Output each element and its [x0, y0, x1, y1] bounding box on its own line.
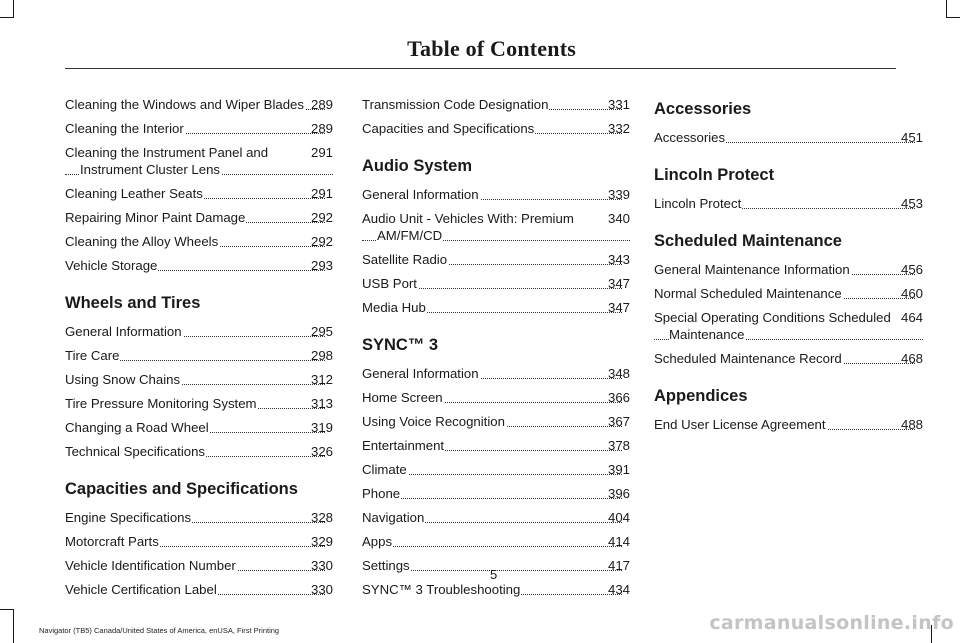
toc-entry-page: 332 [607, 121, 630, 136]
toc-entry-title: Audio Unit - Vehicles With: Premium AM/FM/CD [362, 211, 574, 243]
toc-entry[interactable] [362, 210, 630, 244]
toc-entry-page: 292 [310, 234, 333, 249]
toc-entry-page: 339 [607, 187, 630, 202]
toc-entry-title: Using Snow Chains [65, 372, 181, 387]
toc-entry-page: 453 [900, 196, 923, 211]
toc-entry-title: Navigation [362, 510, 425, 525]
toc-entry[interactable] [65, 347, 333, 364]
toc-entry-title: Home Screen [362, 390, 443, 405]
dot-leader [362, 498, 630, 499]
toc-entry-page: 464 [900, 310, 923, 325]
toc-entry[interactable] [362, 365, 630, 382]
toc-entry-title: Entertainment [362, 438, 445, 453]
crop-mark-top-left-horizontal [0, 17, 14, 18]
toc-entry-page: 404 [607, 510, 630, 525]
toc-entry-title: Using Voice Recognition [362, 414, 505, 429]
toc-entry-page: 289 [310, 97, 333, 112]
toc-entry-title: SYNC™ 3 Troubleshooting [362, 582, 521, 597]
section-heading: Accessories [654, 100, 752, 118]
toc-entry-page: 312 [310, 372, 333, 387]
toc-entry-page: 347 [607, 276, 630, 291]
toc-entry-title: Capacities and Specifications [362, 121, 535, 136]
toc-entry-page: 414 [607, 534, 630, 549]
toc-entry[interactable] [65, 581, 333, 598]
toc-entry[interactable] [362, 437, 630, 454]
toc-entry[interactable] [362, 461, 630, 478]
toc-entry[interactable] [654, 129, 923, 146]
toc-entry[interactable] [65, 185, 333, 202]
toc-entry-page: 328 [310, 510, 333, 525]
page-number: 5 [490, 567, 498, 582]
toc-entry-title: Cleaning the Interior [65, 121, 184, 136]
toc-entry[interactable] [362, 533, 630, 550]
watermark-text: carmanualsonline.info [709, 612, 954, 634]
toc-entry[interactable] [65, 443, 333, 460]
toc-entry-page: 291 [310, 186, 333, 201]
toc-entry[interactable] [362, 389, 630, 406]
toc-entry-page: 340 [607, 211, 630, 226]
toc-entry-page: 331 [607, 97, 630, 112]
toc-entry[interactable] [65, 323, 333, 340]
toc-entry-title: Settings [362, 558, 410, 573]
toc-entry-page: 434 [607, 582, 630, 597]
toc-entry-title: General Information [362, 366, 479, 381]
toc-entry-title: Transmission Code Designation [362, 97, 549, 112]
toc-entry-title: General Maintenance Information [654, 262, 850, 277]
toc-entry-page: 366 [607, 390, 630, 405]
toc-entry[interactable] [65, 144, 333, 178]
section-heading: Scheduled Maintenance [654, 232, 842, 250]
toc-entry-page: 293 [310, 258, 333, 273]
section-heading: SYNC™ 3 [362, 336, 439, 354]
toc-entry-title: Changing a Road Wheel [65, 420, 209, 435]
dot-leader [362, 546, 630, 547]
toc-entry[interactable] [362, 120, 630, 137]
toc-entry-title: Climate [362, 462, 407, 477]
toc-entry-title: Vehicle Storage [65, 258, 158, 273]
toc-entry-page: 367 [607, 414, 630, 429]
toc-entry-page: 460 [900, 286, 923, 301]
toc-entry-title: Technical Specifications [65, 444, 206, 459]
page-title: Table of Contents [407, 36, 576, 61]
toc-entry-title: Special Operating Conditions Scheduled Maintenance [654, 310, 891, 342]
toc-entry[interactable] [654, 350, 923, 367]
toc-entry-page: 298 [310, 348, 333, 363]
toc-entry-title: Cleaning the Alloy Wheels [65, 234, 219, 249]
toc-entry[interactable] [654, 261, 923, 278]
toc-entry-page: 330 [310, 558, 333, 573]
toc-column-3 [654, 96, 923, 440]
toc-entry[interactable] [65, 209, 333, 226]
toc-entry[interactable] [65, 120, 333, 137]
toc-entry-title: Media Hub [362, 300, 426, 315]
toc-entry-page: 291 [310, 145, 333, 160]
crop-mark-top-right-horizontal [946, 17, 960, 18]
toc-entry-page: 456 [900, 262, 923, 277]
toc-entry[interactable] [65, 557, 333, 574]
toc-entry-page: 348 [607, 366, 630, 381]
section-heading: Audio System [362, 157, 473, 175]
toc-entry-page: 295 [310, 324, 333, 339]
toc-entry[interactable] [362, 275, 630, 292]
toc-entry-title: Motorcraft Parts [65, 534, 159, 549]
toc-entry[interactable] [65, 395, 333, 412]
toc-column-1 [65, 96, 333, 605]
toc-entry-title: Tire Care [65, 348, 120, 363]
crop-mark-top-left-vertical [13, 0, 14, 18]
section-heading: Appendices [654, 387, 748, 405]
toc-entry-page: 468 [900, 351, 923, 366]
toc-entry[interactable] [65, 533, 333, 550]
crop-mark-bottom-left-vertical [13, 609, 14, 643]
toc-entry-title: Cleaning Leather Seats [65, 186, 203, 201]
title-divider [65, 68, 896, 69]
toc-entry[interactable] [65, 509, 333, 526]
toc-entry-title: General Information [362, 187, 479, 202]
toc-entry[interactable] [654, 309, 923, 343]
toc-entry-page: 378 [607, 438, 630, 453]
toc-entry-page: 319 [310, 420, 333, 435]
toc-entry-page: 330 [310, 582, 333, 597]
toc-entry-page: 343 [607, 252, 630, 267]
toc-entry[interactable] [362, 186, 630, 203]
toc-entry-title: Accessories [654, 130, 726, 145]
toc-entry-title: General Information [65, 324, 182, 339]
toc-entry-page: 313 [310, 396, 333, 411]
toc-entry[interactable] [362, 96, 630, 113]
crop-mark-bottom-left-horizontal [0, 609, 14, 610]
toc-entry-page: 391 [607, 462, 630, 477]
toc-entry[interactable] [65, 233, 333, 250]
toc-entry[interactable] [65, 257, 333, 274]
toc-entry-title: Vehicle Certification Label [65, 582, 217, 597]
toc-entry-page: 396 [607, 486, 630, 501]
toc-entry-page: 329 [310, 534, 333, 549]
toc-entry-title: Vehicle Identification Number [65, 558, 236, 573]
toc-entry[interactable] [654, 195, 923, 212]
crop-mark-top-right-vertical [946, 0, 947, 18]
toc-entry[interactable] [65, 371, 333, 388]
toc-entry-title: USB Port [362, 276, 417, 291]
toc-entry-title: End User License Agreement [654, 417, 826, 432]
toc-entry-title: Tire Pressure Monitoring System [65, 396, 257, 411]
toc-entry-title: Normal Scheduled Maintenance [654, 286, 842, 301]
toc-entry[interactable] [362, 509, 630, 526]
section-heading: Lincoln Protect [654, 166, 775, 184]
toc-entry[interactable] [362, 581, 630, 598]
toc-entry-title: Phone [362, 486, 401, 501]
toc-entry[interactable] [362, 485, 630, 502]
toc-entry[interactable] [65, 96, 333, 113]
toc-entry-page: 326 [310, 444, 333, 459]
toc-entry[interactable] [654, 416, 923, 433]
toc-entry[interactable] [362, 299, 630, 316]
toc-entry-title: Lincoln Protect [654, 196, 742, 211]
toc-entry-title: Satellite Radio [362, 252, 448, 267]
toc-entry-page: 488 [900, 417, 923, 432]
toc-entry[interactable] [65, 419, 333, 436]
toc-entry-page: 347 [607, 300, 630, 315]
toc-column-2 [362, 96, 630, 605]
toc-entry-title: Repairing Minor Paint Damage [65, 210, 246, 225]
toc-entry-title: Cleaning the Windows and Wiper Blades [65, 97, 304, 112]
toc-entry-page: 417 [607, 558, 630, 573]
section-heading: Wheels and Tires [65, 294, 201, 312]
toc-entry[interactable] [362, 251, 630, 268]
toc-entry-page: 451 [900, 130, 923, 145]
toc-entry-title: Apps [362, 534, 393, 549]
toc-entry[interactable] [654, 285, 923, 302]
toc-entry[interactable] [362, 413, 630, 430]
printing-info: Navigator (TB5) Canada/United States of America, enUSA, First Printing [39, 626, 280, 635]
toc-entry-title: Cleaning the Instrument Panel and Instrument Cluster Lens [65, 145, 269, 177]
toc-entry-page: 292 [310, 210, 333, 225]
toc-entry-title: Scheduled Maintenance Record [654, 351, 842, 366]
section-heading: Capacities and Specifications [65, 480, 298, 498]
toc-entry-page: 289 [310, 121, 333, 136]
toc-entry-title: Engine Specifications [65, 510, 192, 525]
